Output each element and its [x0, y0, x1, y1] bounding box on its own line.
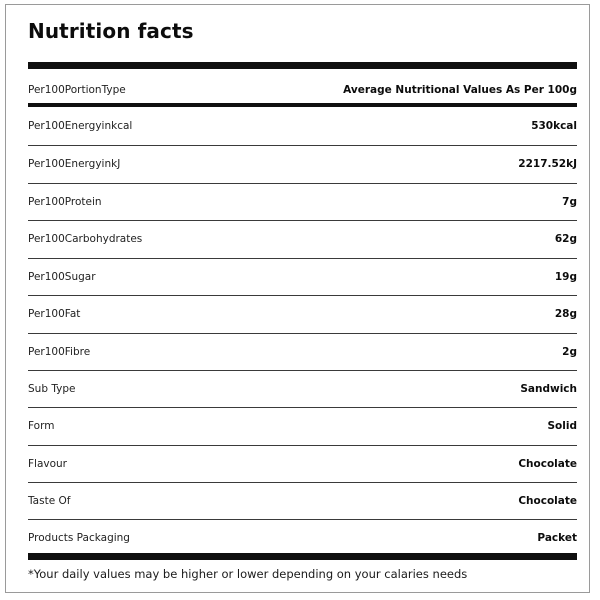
row-value: Sandwich [520, 382, 577, 395]
row-label: Per100Sugar [28, 270, 96, 283]
table-row [28, 333, 577, 370]
row-value: 7g [562, 195, 577, 208]
row-value: Solid [547, 419, 577, 432]
portion-type-value: Average Nutritional Values As Per 100g [343, 83, 577, 96]
table-row [28, 145, 577, 182]
row-label: Flavour [28, 457, 68, 470]
bottom-thick-divider [28, 553, 577, 560]
row-label: Per100Carbohydrates [28, 232, 143, 245]
nutrition-facts-panel [5, 4, 590, 593]
row-value: Chocolate [518, 457, 577, 470]
row-value: Chocolate [518, 494, 577, 507]
table-row [28, 370, 577, 407]
row-label: Per100Fat [28, 307, 81, 320]
row-value: 28g [554, 307, 577, 320]
table-row [28, 258, 577, 295]
row-label: Products Packaging [28, 531, 130, 544]
row-label: Sub Type [28, 382, 76, 395]
table-row [28, 445, 577, 482]
row-label: Per100EnergyinkJ [28, 157, 121, 170]
row-value: 19g [554, 270, 577, 283]
page-title: Nutrition facts [28, 19, 194, 43]
row-value: 2217.52kJ [518, 157, 577, 170]
row-value: 62g [554, 232, 577, 245]
table-row [28, 220, 577, 257]
table-row [28, 407, 577, 444]
table-row [28, 183, 577, 220]
row-label: Per100Protein [28, 195, 102, 208]
row-value: Packet [537, 531, 577, 544]
table-row [28, 519, 577, 556]
row-value: 2g [562, 345, 577, 358]
top-thick-divider [28, 62, 577, 69]
table-row [28, 482, 577, 519]
row-label: Per100Energyinkcal [28, 119, 133, 132]
row-label: Taste Of [28, 494, 71, 507]
row-label: Per100Fibre [28, 345, 91, 358]
table-row [28, 295, 577, 332]
footnote: *Your daily values may be higher or lower depending on your calaries needs [28, 567, 468, 581]
portion-type-label: Per100PortionType [28, 83, 126, 96]
table-row [28, 107, 577, 144]
row-label: Form [28, 419, 55, 432]
row-value: 530kcal [531, 119, 577, 132]
